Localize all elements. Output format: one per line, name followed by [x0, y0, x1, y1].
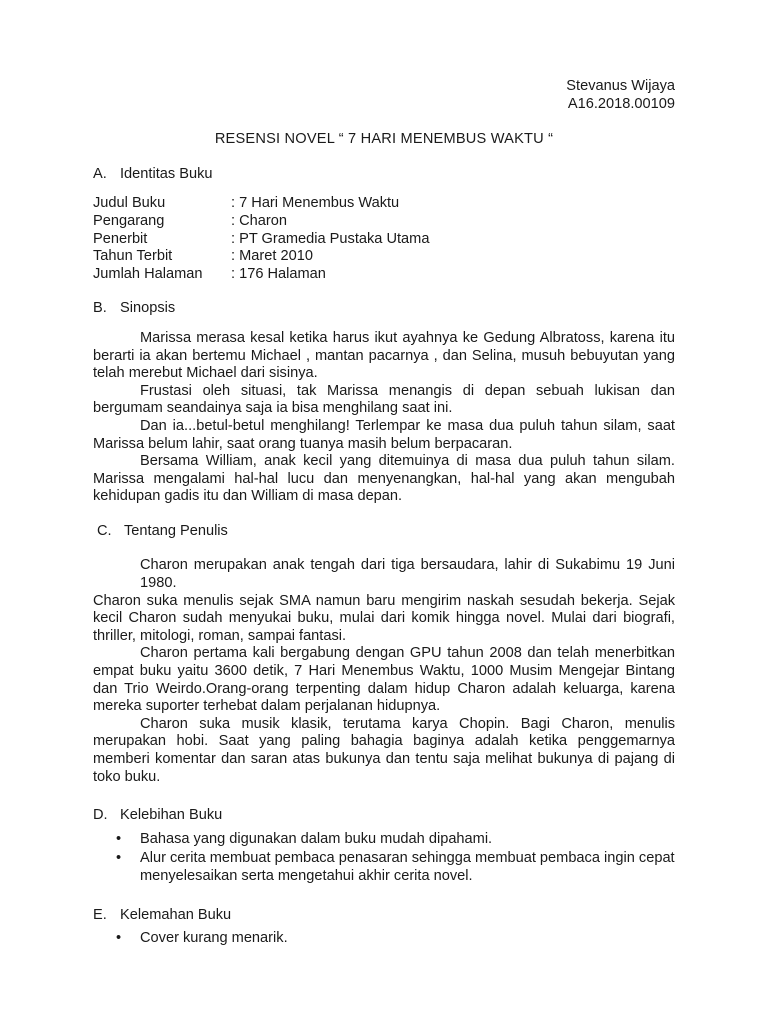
- section-heading-identity: [93, 166, 675, 184]
- section-letter: B.: [93, 300, 107, 317]
- document-title: RESENSI NOVEL “ 7 HARI MENEMBUS WAKTU “: [214, 131, 554, 148]
- strengths-list: [93, 831, 675, 886]
- bullet: •: [116, 830, 122, 847]
- list-item: [116, 930, 675, 948]
- identity-row: [93, 213, 675, 231]
- identity-label: Judul Buku: [93, 195, 166, 212]
- section-title: Tentang Penulis: [124, 522, 228, 539]
- section-heading-weaknesses: [93, 907, 675, 925]
- identity-row: [93, 195, 675, 213]
- synopsis-body: [93, 330, 675, 506]
- identity-table: [93, 195, 675, 283]
- section-letter: E.: [93, 906, 107, 923]
- section-letter: C.: [97, 522, 112, 539]
- section-letter: A.: [93, 165, 107, 182]
- identity-label: Pengarang: [93, 212, 165, 229]
- weaknesses-list: [93, 930, 675, 948]
- identity-value: : 7 Hari Menembus Waktu: [231, 195, 400, 212]
- section-title: Identitas Buku: [120, 165, 213, 182]
- author-name: Stevanus Wijaya: [566, 78, 675, 94]
- author-bio-paragraph: Charon pertama kali bergabung dengan GPU tahun 2008 dan telah menerbitkan empat buku yaitu 3600 detik, 7 Hari Menembus Waktu, 1000 Musim Mengejar Bintang dan Trio Weirdo.Orang-orang terpenting dalam hidup Charon adalah keluarga, karena mereka suporter terhebat dalam perjalanan hidupnya.: [93, 645, 675, 715]
- section-title: Kelemahan Buku: [120, 906, 232, 923]
- section-title: Sinopsis: [120, 300, 176, 317]
- identity-label: Penerbit: [93, 230, 148, 247]
- identity-label: Tahun Terbit: [93, 248, 173, 265]
- list-item: [116, 830, 675, 849]
- list-item-text: Alur cerita membuat pembaca penasaran sehingga membuat pembaca ingin cepat menyelesaikan serta mengetahui akhir cerita novel.: [140, 850, 675, 884]
- author-bio-intro: Charon merupakan anak tengah dari tiga bersaudara, lahir di Sukabimu 19 Juni 1980.: [140, 557, 675, 592]
- document-page: [93, 78, 675, 950]
- identity-row: [93, 248, 675, 266]
- identity-value: : Charon: [231, 212, 287, 229]
- author-bio-paragraph: Charon suka musik klasik, terutama karya Chopin. Bagi Charon, menulis merupakan hobi. Saat yang paling bahagia baginya adalah ketika penggemarnya memberi komentar dan saran atas bukunya dan tentu saja melihat bukunya di pajang di toko buku.: [93, 715, 675, 785]
- section-heading-synopsis: [93, 300, 675, 318]
- section-heading-strengths: [93, 807, 675, 825]
- identity-row: [93, 231, 675, 249]
- section-heading-author: [93, 523, 675, 541]
- bullet: •: [116, 850, 122, 867]
- author-bio-body: [93, 557, 675, 786]
- synopsis-paragraph: Marissa merasa kesal ketika harus ikut ayahnya ke Gedung Albratoss, karena itu berarti ia akan bertemu Michael , mantan pacarnya , dan Selina, musuh bebuyutan yang telah merebut Michael dari sisinya.: [93, 329, 675, 382]
- identity-row: [93, 266, 675, 284]
- identity-value: : PT Gramedia Pustaka Utama: [231, 230, 430, 247]
- identity-value: : Maret 2010: [231, 248, 313, 265]
- synopsis-paragraph: Bersama William, anak kecil yang ditemuinya di masa dua puluh tahun silam. Marissa mengalami hal-hal lucu dan menyenangkan, hal-hal yang akan mengubah kehidupan gadis itu dan William di masa depan.: [93, 453, 675, 505]
- section-letter: D.: [93, 807, 108, 824]
- synopsis-paragraph: Dan ia...betul-betul menghilang! Terlempar ke masa dua puluh tahun silam, saat Marissa belum lahir, saat orang tuanya masih belum berpacaran.: [93, 417, 675, 452]
- synopsis-paragraph: Frustasi oleh situasi, tak Marissa menangis di depan sebuah lukisan dan bergumam seandainya saja ia bisa menghilang saat ini.: [93, 382, 675, 417]
- list-item-text: Bahasa yang digunakan dalam buku mudah dipahami.: [140, 830, 493, 847]
- section-title: Kelebihan Buku: [120, 807, 223, 824]
- list-item-text: Cover kurang menarik.: [140, 930, 288, 947]
- bullet: •: [116, 930, 122, 947]
- author-block: [93, 78, 675, 113]
- author-bio-paragraph: Charon suka menulis sejak SMA namun baru mengirim naskah sesudah bekerja. Sejak kecil Charon sudah menyukai buku, mulai dari komik hingga novel. Mulai dari biografi, thriller, mitologi, roman, sampai fantasi.: [93, 592, 675, 644]
- identity-label: Jumlah Halaman: [93, 265, 203, 282]
- list-item: [116, 850, 675, 885]
- author-id: A16.2018.00109: [567, 95, 675, 112]
- identity-value: : 176 Halaman: [231, 265, 326, 282]
